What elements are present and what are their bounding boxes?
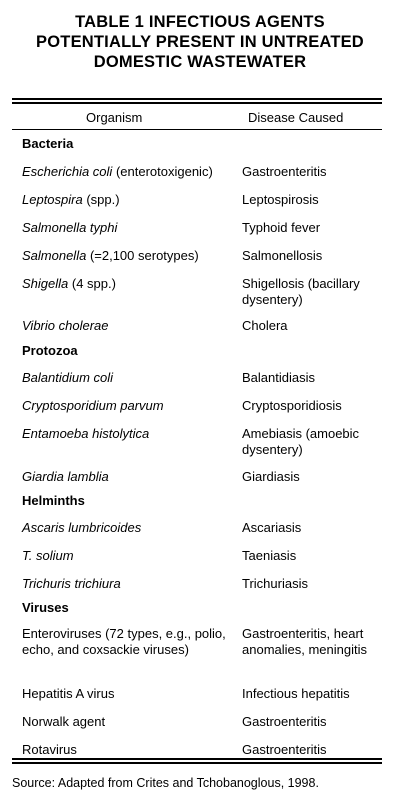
organism-cell <box>22 192 232 208</box>
top-rule-upper <box>12 98 382 100</box>
organism-cell <box>22 426 232 442</box>
disease-cell: Gastroenteritis <box>242 742 327 757</box>
title-line-1: TABLE 1 INFECTIOUS AGENTS <box>75 13 325 31</box>
title-line-3: DOMESTIC WASTEWATER <box>93 53 307 71</box>
disease-cell: Giardiasis <box>242 469 300 484</box>
disease-cell: Balantidiasis <box>242 370 315 385</box>
organism-cell <box>22 248 232 264</box>
organism-name: Leptospira <box>22 192 83 207</box>
organism-cell <box>22 318 232 334</box>
organism-name: Giardia lamblia <box>22 469 109 484</box>
organism-name: Salmonella typhi <box>22 220 118 235</box>
organism-cell <box>22 742 232 758</box>
organism-name: Trichuris trichiura <box>22 576 121 591</box>
organism-detail: Enteroviruses (72 types, e.g., polio, echo, and coxsackie viruses) <box>22 626 226 657</box>
table-title <box>0 0 400 72</box>
organism-name: Balantidium coli <box>22 370 114 385</box>
disease-cell: Gastroenteritis <box>242 164 327 179</box>
organism-cell <box>22 398 232 414</box>
disease-cell: Ascariasis <box>242 520 302 535</box>
organism-name: Cryptosporidium parvum <box>22 398 164 413</box>
organism-detail: Hepatitis A virus <box>22 686 115 701</box>
organism-name: Entamoeba histolytica <box>22 426 150 441</box>
organism-cell <box>22 686 232 702</box>
organism-cell <box>22 220 232 236</box>
column-header-disease: Disease Caused <box>248 110 344 125</box>
organism-detail: (spp.) <box>82 192 120 207</box>
organism-detail: (=2,100 serotypes) <box>86 248 199 263</box>
section-header: Protozoa <box>22 343 78 358</box>
organism-detail: (4 spp.) <box>68 276 116 291</box>
disease-cell: Cholera <box>242 318 288 333</box>
organism-cell <box>22 576 232 592</box>
disease-cell: Gastroenteritis <box>242 714 327 729</box>
organism-cell <box>22 548 232 564</box>
bottom-rule-upper <box>12 758 382 760</box>
organism-detail: (enterotoxigenic) <box>112 164 213 179</box>
section-header: Helminths <box>22 493 85 508</box>
organism-cell <box>22 370 232 386</box>
organism-detail: Rotavirus <box>22 742 77 757</box>
organism-detail: Norwalk agent <box>22 714 106 729</box>
organism-cell <box>22 626 227 658</box>
organism-name: Vibrio cholerae <box>22 318 109 333</box>
disease-cell: Infectious hepatitis <box>242 686 350 701</box>
organism-name: Salmonella <box>22 248 87 263</box>
disease-cell: Trichuriasis <box>242 576 308 591</box>
disease-cell: Cryptosporidiosis <box>242 398 342 413</box>
disease-cell: Taeniasis <box>242 548 297 563</box>
organism-name: Shigella <box>22 276 69 291</box>
disease-cell: Amebiasis (amoebic dysentery) <box>242 426 360 457</box>
disease-cell: Gastroenteritis, heart anomalies, meningitis <box>242 626 368 657</box>
title-line-2: POTENTIALLY PRESENT IN UNTREATED <box>36 33 364 51</box>
organism-name: Escherichia coli <box>22 164 113 179</box>
organism-cell <box>22 520 232 536</box>
disease-cell: Salmonellosis <box>242 248 323 263</box>
header-rule <box>12 129 382 130</box>
disease-cell: Typhoid fever <box>242 220 321 235</box>
organism-cell <box>22 714 232 730</box>
organism-name: Ascaris lumbricoides <box>22 520 142 535</box>
organism-cell <box>22 276 232 292</box>
column-header-organism: Organism <box>86 110 143 125</box>
disease-cell: Shigellosis (bacillary dysentery) <box>242 276 360 307</box>
section-header: Bacteria <box>22 136 74 151</box>
organism-cell <box>22 164 232 180</box>
top-rule-lower <box>12 102 382 104</box>
organism-name: T. solium <box>22 548 74 563</box>
source-note: Source: Adapted from Crites and Tchobanoglous, 1998. <box>12 776 319 790</box>
bottom-rule-lower <box>12 762 382 764</box>
organism-cell <box>22 469 232 485</box>
section-header: Viruses <box>22 600 69 615</box>
disease-cell: Leptospirosis <box>242 192 319 207</box>
